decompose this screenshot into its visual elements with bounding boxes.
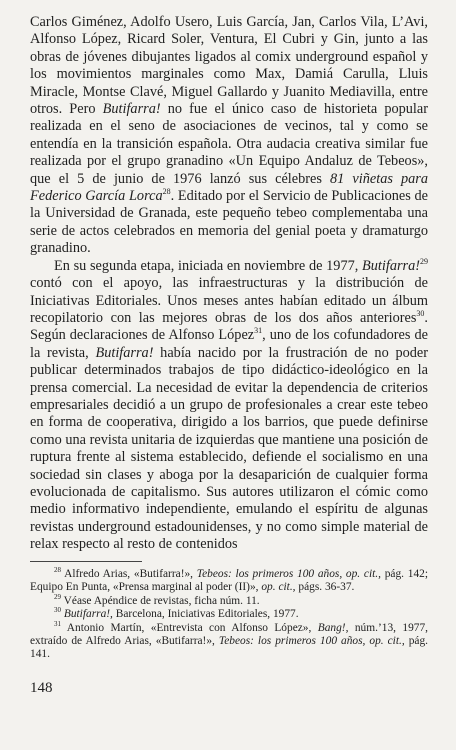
footnote-number: 28 xyxy=(54,566,61,575)
footnote xyxy=(30,608,428,621)
text-run: Carlos Giménez, Adolfo Usero, Luis García, Jan, Carlos Vila, L’Avi, Alfonso López, Ricard Soler, Ventura, El Cubri y Gin, junto a las obras de jóvenes dibujantes ligados al comix underground español y los movimientos marginales como Max, Damiá Carulla, Lluis Miracle, Montse Clavé, Miguel Gallardo y Juanito Mediavilla, entre otros. Pero xyxy=(30,14,428,118)
italic-text: Bang!, xyxy=(317,621,349,634)
body-text xyxy=(30,14,428,554)
footnote xyxy=(30,595,428,608)
text-run: Véase Apéndice de revistas, ficha núm. 11. xyxy=(63,594,260,607)
text-run: , uno de los cofundadores de la revista, xyxy=(30,327,428,361)
text-run: pág. 141. xyxy=(30,635,428,661)
paragraph xyxy=(30,258,428,554)
text-run: núm.’13, 1977, extraído de Alfredo Arias, «Butifarra!», xyxy=(30,621,429,648)
text-run: Barcelona, Iniciativas Editoriales, 1977. xyxy=(112,608,299,621)
italic-text: Butifarra! xyxy=(102,101,161,118)
footnote xyxy=(30,619,429,662)
italic-text: Tebeos: los primeros 100 años, op. cit., xyxy=(196,568,381,580)
text-run: . Según declaraciones de Alfonso López xyxy=(30,309,428,344)
text-run: Antonio Martín, «Entrevista con Alfonso López», xyxy=(66,621,318,634)
text-run: pág. 142; Equipo En Punta, «Prensa marginal al poder (II)», xyxy=(30,568,428,594)
page-number: 148 xyxy=(30,680,53,696)
footnote xyxy=(30,568,428,595)
footnote-ref: 31 xyxy=(254,326,263,336)
text-run: . Editado por el Servicio de Publicaciones de la Universidad de Granada, este pequeño tebeo complementaba una serie de actos celebrados en memoria del genial poeta y dramaturgo granadino. xyxy=(30,188,428,257)
footnote-ref: 29 xyxy=(420,256,428,266)
italic-text: 81 viñetas para Federico García Lorca xyxy=(30,170,429,205)
text-run: contó con el apoyo, las infraestructuras y la distribución de Iniciativas Editoriales. Unos meses antes habían editado un álbum recopilatorio con las mejores obras de los dos años anteriores xyxy=(30,275,428,326)
footnote-ref: 28 xyxy=(162,187,171,197)
footnote-ref: 30 xyxy=(416,309,425,319)
italic-text: Tebeos: los primeros 100 años, op. cit., xyxy=(218,635,405,648)
paragraph xyxy=(30,14,428,258)
italic-text: op. cit., xyxy=(261,581,296,594)
text-run: no fue el único caso de historieta popular realizada en el seno de asociaciones de vecinos, tal y como se entendía en la transición española. Otra audacia creativa similar fue realizada por el grupo granadino «Un Equipo Andaluz de Tebeos», que el 5 de junio de 1976 lanzó sus célebres xyxy=(30,101,428,187)
text-run: Alfredo Arias, «Butifarra!», xyxy=(64,568,197,580)
text-run: En su segunda etapa, iniciada en noviembre de 1977, xyxy=(54,257,363,274)
text-run: había nacido por la frustración de no poder publicar determinados trabajos de tipo didáctico-ideológico en la prensa comercial. La necesidad de evitar la dependencia de criterios empresariales decidió a un grupo de profesionales a crear este tebeo en forma de cooperativa, dirigido a los barrios, que puede definirse como una revista unitaria de izquierdas que mantiene una posición de ruptura frente al sistema establecido, defiende el socialismo en una sociedad sin clases y aboga por la desaparición de cualquier forma evolucionada de capitalismo. Sus autores utilizaron el cómic como medio informativo independiente, emulando el espíritu de algunas revistas underground estadounidenses, y no como simple material de relax respecto al resto de contenidos xyxy=(30,344,428,553)
footnotes xyxy=(30,568,428,662)
text-run: págs. 36-37. xyxy=(295,581,355,594)
italic-text: Butifarra! xyxy=(362,257,420,274)
footnote-number: 30 xyxy=(54,606,61,615)
footnote-number: 31 xyxy=(54,619,61,628)
footnote-divider xyxy=(30,561,142,562)
italic-text: Butifarra!, xyxy=(63,608,113,621)
footnote-number: 29 xyxy=(54,593,61,602)
italic-text: Butifarra! xyxy=(95,344,154,361)
